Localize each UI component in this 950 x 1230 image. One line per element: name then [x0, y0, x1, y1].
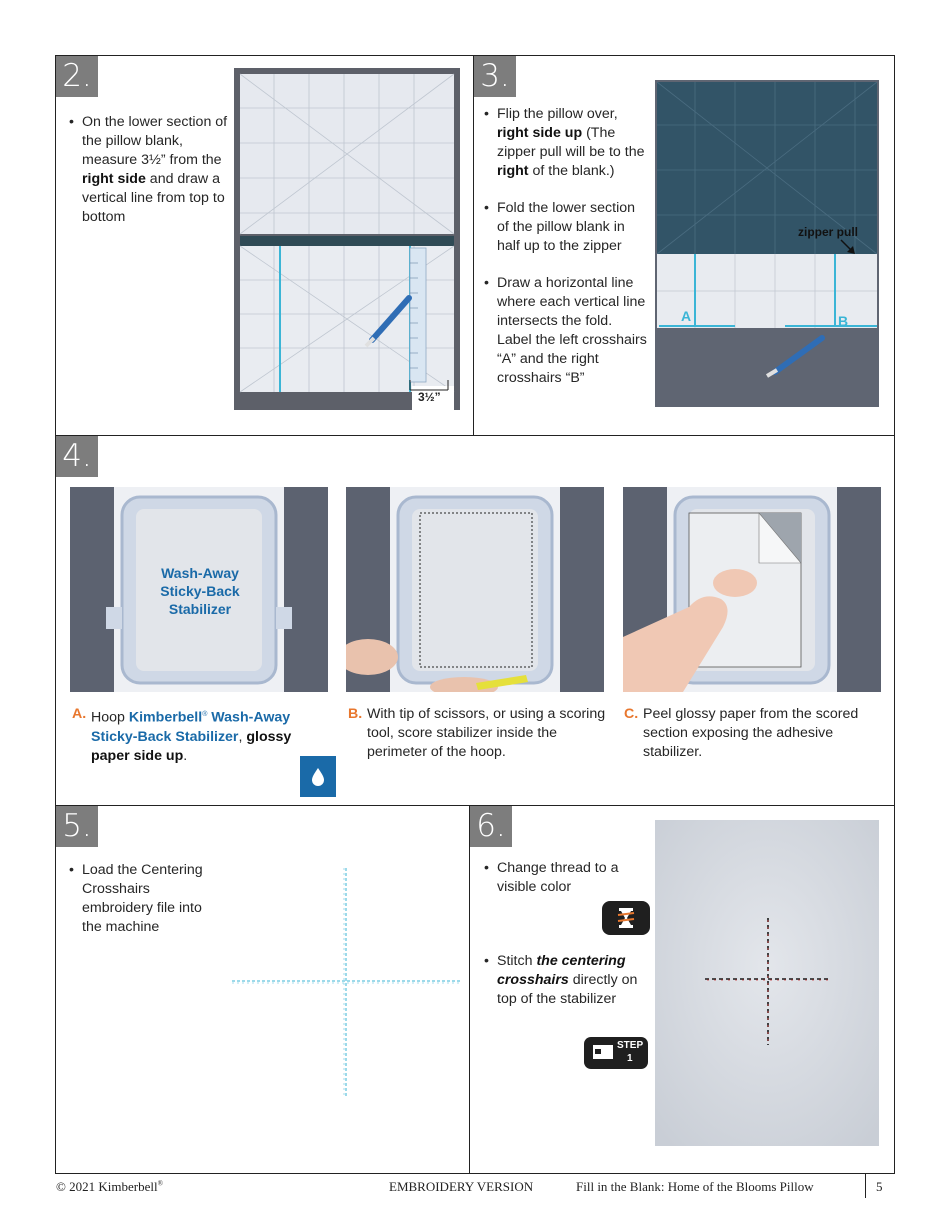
- step-badge-number: 1: [627, 1053, 633, 1064]
- step-2-number: 2.: [56, 56, 98, 97]
- step-2-instructions: • On the lower section of the pillow blank, measure 3½” from the right side and draw a vertical line from top to bottom: [69, 113, 229, 227]
- step-3-instructions: • Flip the pillow over, right side up (The zipper pull will be to the right of the blank.) • Fold the lower section of the pillow blank in half up to the zipper • Draw a horizontal line where each vertical line intersects the fold. Label the left crosshairs “A” and the right crosshairs “B”: [484, 105, 650, 388]
- crosshair-b-label: B: [838, 313, 849, 329]
- step-4b-photo: [346, 487, 604, 692]
- step-4c-text: C. Peel glossy paper from the scored section exposing the adhesive stabilizer.: [624, 706, 859, 760]
- step-2-photo: [234, 68, 460, 410]
- version-label: EMBROIDERY VERSION: [389, 1179, 534, 1194]
- step-5-instructions: • Load the Centering Crosshairs embroidery file into the machine: [69, 861, 219, 937]
- step-6-instruction-2: • Stitch the centering crosshairs directly on top of the stabilizer: [484, 952, 644, 1009]
- step-badge-label: STEP: [617, 1040, 644, 1051]
- step-3-photo: [655, 80, 879, 407]
- crosshairs-design: [232, 868, 462, 1098]
- step-3-number: 3.: [474, 56, 516, 97]
- step-4c-photo: [623, 487, 881, 692]
- crosshair-a-label: A: [681, 308, 692, 324]
- copyright: © 2021 Kimberbell®: [56, 1179, 163, 1194]
- step-6-photo: [655, 820, 879, 1146]
- step-6-number: 6.: [470, 806, 512, 847]
- thread-spool-icon: [602, 901, 650, 935]
- step-4a-photo: [70, 487, 328, 692]
- step-4-number: 4.: [56, 436, 98, 477]
- step-5-number: 5.: [56, 806, 98, 847]
- measure-label: 3½”: [418, 390, 441, 404]
- document-title: Fill in the Blank: Home of the Blooms Pillow: [576, 1179, 814, 1194]
- page-number: 5: [876, 1179, 883, 1194]
- wash-away-icon: [300, 756, 336, 797]
- step-4b-text: B. With tip of scissors, or using a scoring tool, score stabilizer inside the perimeter of the hoop.: [348, 706, 606, 760]
- step-1-stitch-icon: [584, 1037, 648, 1069]
- step-4a-text: A. Hoop Kimberbell® Wash-Away Sticky-Back Stabilizer, glossy paper side up.: [72, 706, 292, 764]
- step-6-instruction-1: • Change thread to a visible color: [484, 859, 644, 897]
- zipper-pull-label: zipper pull: [798, 225, 858, 239]
- stabilizer-photo-label: Wash-Away Sticky-Back Stabilizer: [160, 565, 240, 617]
